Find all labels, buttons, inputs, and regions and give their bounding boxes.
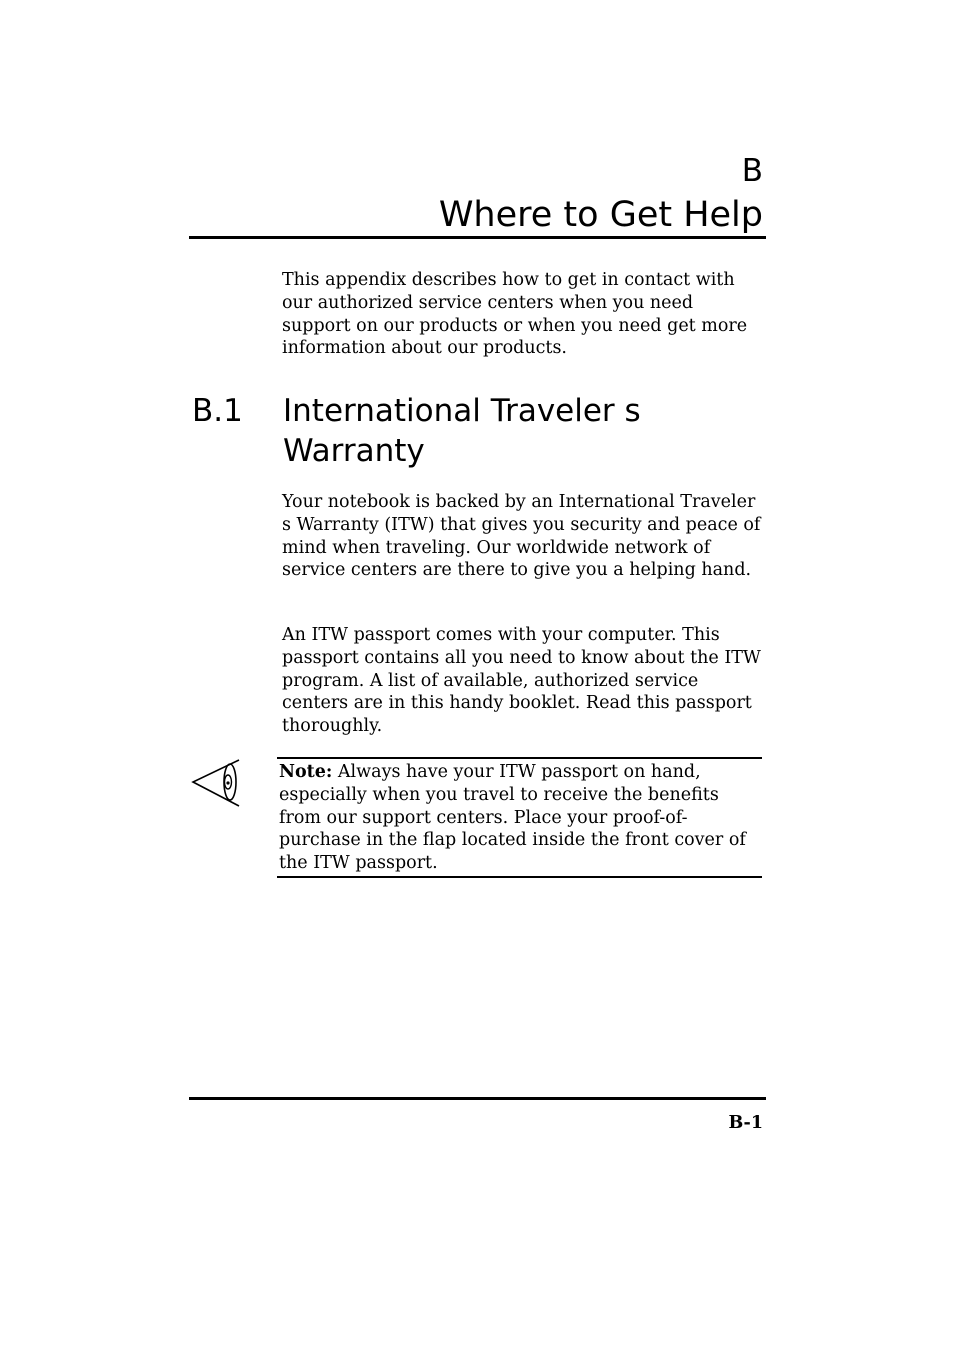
appendix-letter: B [741,153,763,189]
footer-rule [189,1097,766,1100]
note-rule-top [277,757,762,759]
note-text [279,761,762,875]
section-title: International Traveler s Warranty [283,393,641,469]
eye-icon [191,758,243,808]
header-rule [189,236,766,239]
note-rule-bottom [277,876,762,878]
chapter-title: Where to Get Help [438,195,763,235]
warranty-paragraph: Your notebook is backed by an International Traveler s Warranty (ITW) that gives you security and peace of mind when traveling. Our worldwide network of service centers are there to give you a helping hand. [282,492,761,581]
section-number: B.1 [192,393,243,429]
note-body: Always have your ITW passport on hand, especially when you travel to receive the benefits from our support centers. Place your proof-of-purchase in the flap located inside the front cover of the ITW passport. [279,762,746,874]
passport-paragraph: An ITW passport comes with your computer. This passport contains all you need to know about the ITW program. A list of available, authorized service centers are in this handy booklet. Read this passport thoroughly. [282,625,761,737]
note-label: Note: [279,762,333,782]
intro-paragraph: This appendix describes how to get in contact with our authorized service centers when you need support on our products or when you need get more information about our products. [282,270,748,359]
page-number: B-1 [728,1113,763,1133]
